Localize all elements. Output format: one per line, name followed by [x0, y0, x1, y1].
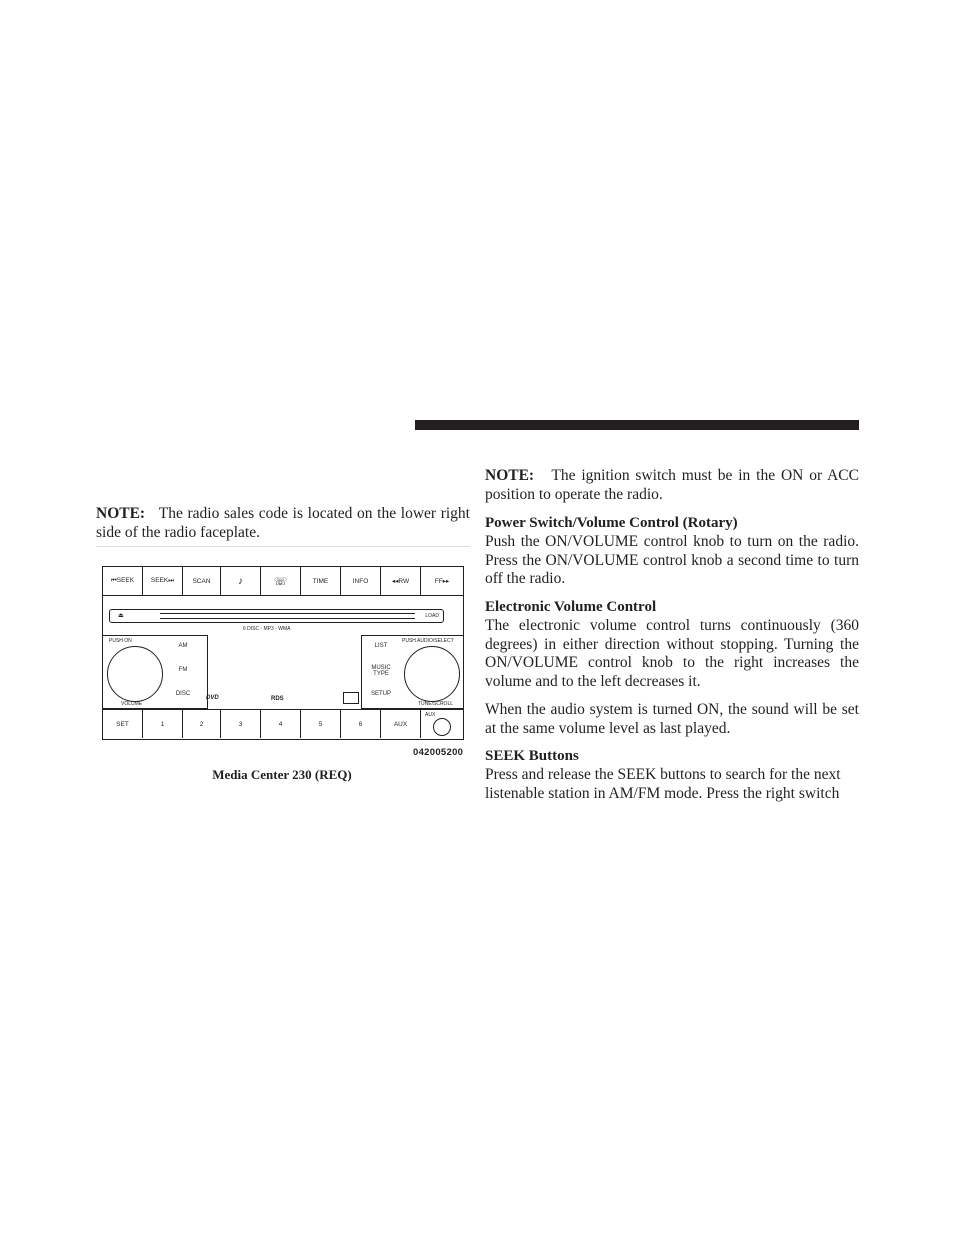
fm-button: FM	[178, 667, 188, 673]
seek-up-button: SEEK⏭	[143, 567, 183, 595]
body-paragraph: Press and release the SEEK buttons to search for the next listenable station in AM/FM mode. Press the right switch	[485, 766, 841, 802]
music-type-button: MUSIC TYPE	[371, 665, 391, 677]
rewind-button: ◂◂RW	[381, 567, 421, 595]
body-paragraph: Push the ON/VOLUME control knob to turn on the radio. Press the ON/VOLUME control knob a second time to turn off the radio.	[485, 533, 859, 588]
section-header-bar	[415, 420, 859, 430]
volume-knob	[107, 646, 163, 702]
note-label: NOTE:	[485, 467, 535, 484]
aux-jack-label: AUX	[425, 712, 436, 718]
list-button: LIST	[374, 643, 388, 649]
figure-caption: Media Center 230 (REQ)	[212, 767, 352, 782]
fast-forward-button: FF▸▸	[434, 578, 450, 585]
seek-down-button: ⏮SEEK	[103, 567, 143, 595]
info-button: INFO	[341, 567, 381, 595]
note-label: NOTE:	[96, 505, 146, 522]
disc-slot	[109, 609, 444, 623]
figure-code: 042005200	[413, 747, 464, 758]
body-paragraph: When the audio system is turned ON, the sound will be set at the same volume level as last played.	[485, 701, 859, 737]
right-knob-panel	[361, 635, 463, 709]
setup-button: SETUP	[370, 691, 391, 697]
preset-6-button: 6	[341, 710, 381, 738]
aux-jack	[421, 710, 463, 738]
dvd-logo: DVD	[206, 695, 219, 701]
volume-label: VOLUME	[121, 701, 143, 707]
note-text: The radio sales code is located on the lower right side of the radio faceplate.	[96, 505, 470, 541]
top-button-row	[103, 567, 463, 596]
section-heading: Electronic Volume Control	[485, 599, 657, 615]
voice-command-icon: ♪	[221, 567, 261, 595]
left-note	[96, 505, 470, 542]
cd-logo-icon	[343, 692, 359, 704]
bottom-button-row	[103, 709, 463, 738]
disc-slot-opening	[160, 613, 415, 619]
body-paragraph: The electronic volume control turns continuously (360 degrees) in either direction without stopping. Turning the ON/VOLUME control knob to the right increases the volume and to the left decreases it.	[485, 617, 859, 690]
figure-top-rule	[96, 546, 470, 547]
radio-faceplate	[102, 566, 464, 740]
preset-2-button: 2	[183, 710, 221, 738]
disc-button: DISC	[175, 691, 191, 697]
aux-button: AUX	[381, 710, 421, 738]
right-note	[485, 467, 859, 504]
preset-4-button: 4	[261, 710, 301, 738]
load-label: LOAD	[425, 613, 439, 619]
disc-format-label: 6 DISC - MP3 - WMA	[243, 626, 291, 632]
push-audio-select-label: PUSH AUDIO/SELECT	[402, 638, 454, 644]
time-button: TIME	[301, 567, 341, 595]
scan-button: SCAN	[183, 567, 221, 595]
preset-1-button: 1	[143, 710, 183, 738]
radio-figure	[96, 560, 470, 746]
am-button: AM	[178, 643, 188, 649]
rds-logo: RDS	[271, 696, 284, 702]
tune-scroll-label: TUNE/SCROLL	[418, 701, 454, 707]
preset-5-button: 5	[301, 710, 341, 738]
tune-scroll-knob	[404, 646, 460, 702]
preset-3-button: 3	[221, 710, 261, 738]
set-button: SET	[103, 710, 143, 738]
aux-jack-icon	[433, 718, 451, 736]
section-heading: Power Switch/Volume Control (Rotary)	[485, 515, 738, 531]
section-heading: SEEK Buttons	[485, 748, 579, 764]
left-knob-panel	[103, 635, 208, 709]
push-on-label: PUSH ON	[109, 638, 132, 644]
eject-icon: ⏏	[118, 613, 124, 619]
phone-icon: ☏	[261, 567, 301, 595]
note-text: The ignition switch must be in the ON or ACC position to operate the radio.	[485, 467, 859, 503]
